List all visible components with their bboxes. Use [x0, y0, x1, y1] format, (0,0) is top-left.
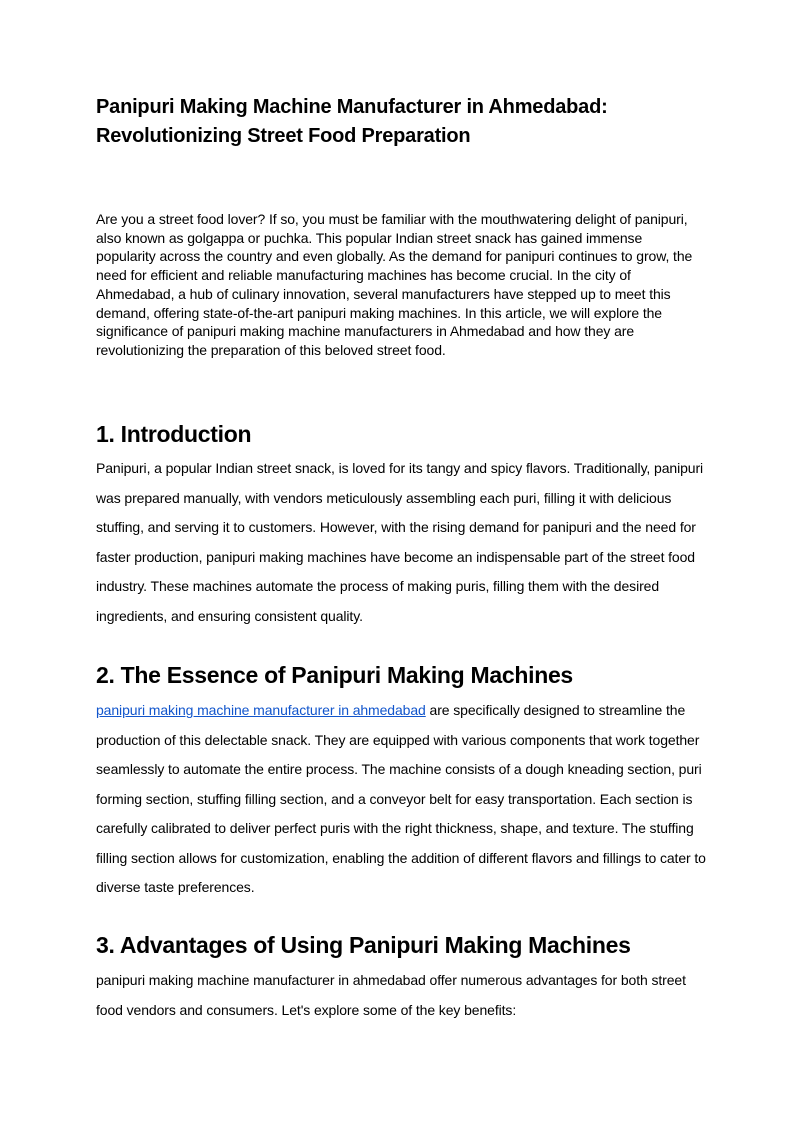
document-title-line-2: Revolutionizing Street Food Preparation [96, 125, 471, 147]
document-title-line-1: Panipuri Making Machine Manufacturer in Ahmedabad: [96, 96, 608, 118]
section-body-advantages: panipuri making machine manufacturer in ahmedabad offer numerous advantages for both street food vendors and consumers. Let's explore some of the key benefits: [96, 972, 686, 1018]
section-heading-essence: 2. The Essence of Panipuri Making Machines [96, 662, 573, 688]
section-body-introduction: Panipuri, a popular Indian street snack, is loved for its tangy and spicy flavors. Traditionally, panipuri was prepared manually, with vendors meticulously assembling each puri, filling it with delicious stuffing, and serving it to customers. However, with the rising demand for panipuri and the need for faster production, panipuri making machines have become an indispensable part of the street food industry. These machines automate the process of making puris, filling them with the desired ingredients, and ensuring consistent quality. [96, 460, 704, 624]
section-heading-introduction: 1. Introduction [96, 421, 252, 447]
manufacturer-link[interactable]: panipuri making machine manufacturer in ahmedabad [96, 702, 426, 718]
section-body-essence [96, 696, 708, 903]
intro-paragraph: Are you a street food lover? If so, you must be familiar with the mouthwatering delight of panipuri, also known as golgappa or puchka. This popular Indian street snack has gained immense popularity across the country and even globally. As the demand for panipuri continues to grow, the need for efficient and reliable manufacturing machines has become crucial. In the city of Ahmedabad, a hub of culinary innovation, several manufacturers have stepped up to meet this demand, offering state-of-the-art panipuri making machines. In this article, we will explore the significance of panipuri making machine manufacturers in Ahmedabad and how they are revolutionizing the preparation of this beloved street food. [96, 211, 693, 358]
section-heading-advantages: 3. Advantages of Using Panipuri Making Machines [96, 932, 631, 958]
section-body-essence-text: are specifically designed to streamline the production of this delectable snack. They are equipped with various components that work together seamlessly to automate the entire process. The machine consists of a dough kneading section, puri forming section, stuffing filling section, and a conveyor belt for easy transportation. Each section is carefully calibrated to deliver perfect puris with the right thickness, shape, and texture. The stuffing filling section allows for customization, enabling the addition of different flavors and fillings to cater to diverse taste preferences. [96, 702, 706, 895]
document-title [96, 93, 706, 151]
